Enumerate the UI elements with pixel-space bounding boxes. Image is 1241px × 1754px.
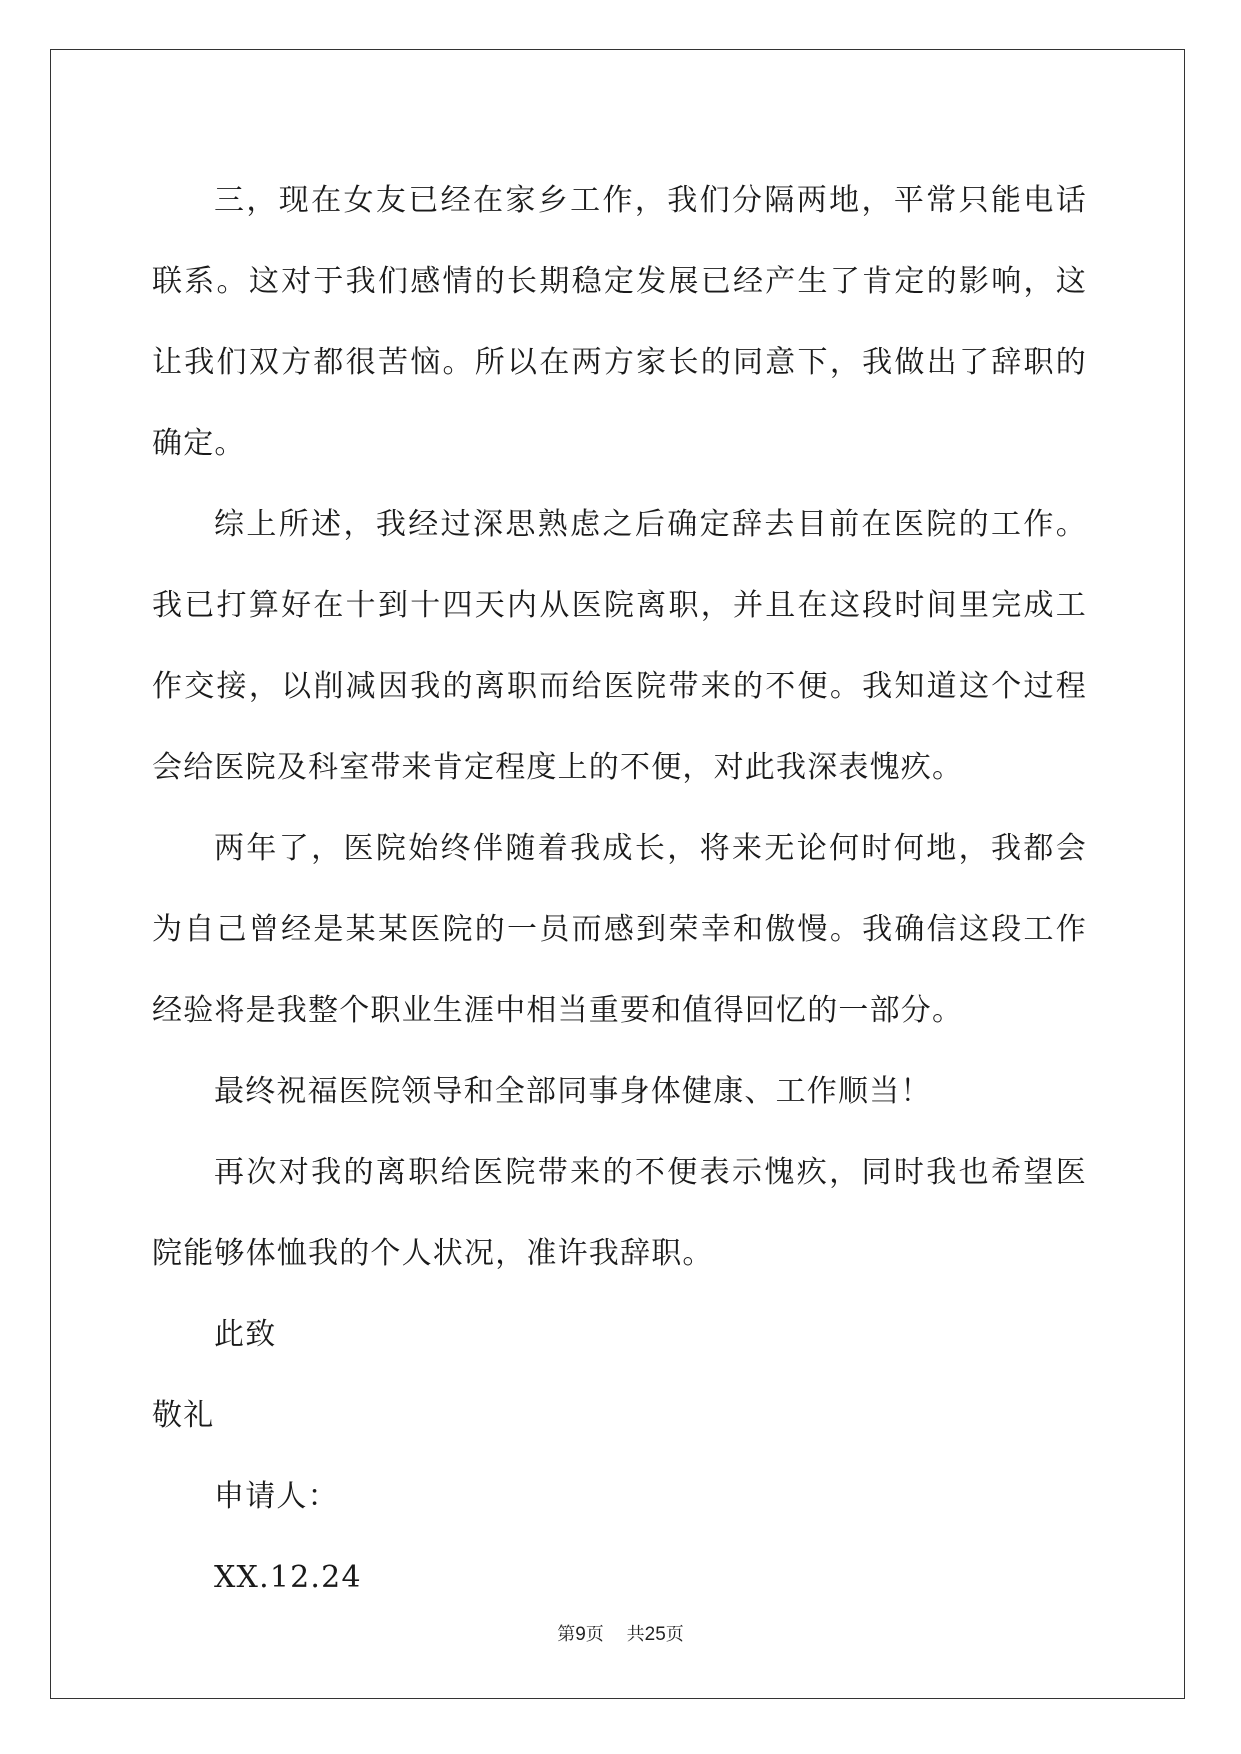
applicant-label: 申请人：: [214, 1479, 339, 1514]
paragraph-gratitude: 两年了，医院始终伴随着我成长，将来无论何时何地，我都会为自己曾经是某某医院的一员而感到荣幸和傲慢。我确信这段工作经验将是我整个职业生涯中相当重要和值得回忆的一部分。: [152, 831, 1087, 1028]
paragraph-blessing: 最终祝福医院领导和全部同事身体健康、工作顺当！: [214, 1074, 932, 1109]
closing-salutation: 此致: [214, 1317, 277, 1352]
paragraph-summary: 综上所述，我经过深思熟虑之后确定辞去目前在医院的工作。我已打算好在十到十四天内从医院离职，并且在这段时间里完成工作交接，以削减因我的离职而给医院带来的不便。我知道这个过程会给医院及科室带来肯定程度上的不便，对此我深表愧疚。: [152, 507, 1087, 785]
footer-total-suffix: 页: [665, 1624, 684, 1645]
footer-page-word: 页: [585, 1624, 604, 1645]
footer-prefix: 第: [557, 1624, 576, 1645]
paragraph-apology: 再次对我的离职给医院带来的不便表示愧疚，同时我也希望医院能够体恤我的个人状况，准许我辞职。: [152, 1155, 1087, 1271]
page-footer: [0, 1620, 1241, 1646]
letter-date: XX.12.24: [214, 1560, 362, 1595]
footer-total-prefix: 共: [626, 1624, 645, 1645]
closing-regards: 敬礼: [152, 1398, 215, 1433]
current-page-number: 9: [575, 1624, 586, 1645]
letter-body: [152, 160, 1087, 1618]
total-pages-number: 25: [644, 1624, 666, 1645]
paragraph-reason-three: 三，现在女友已经在家乡工作，我们分隔两地，平常只能电话联系。这对于我们感情的长期稳定发展已经产生了肯定的影响，这让我们双方都很苦恼。所以在两方家长的同意下，我做出了辞职的确定。: [152, 183, 1087, 461]
